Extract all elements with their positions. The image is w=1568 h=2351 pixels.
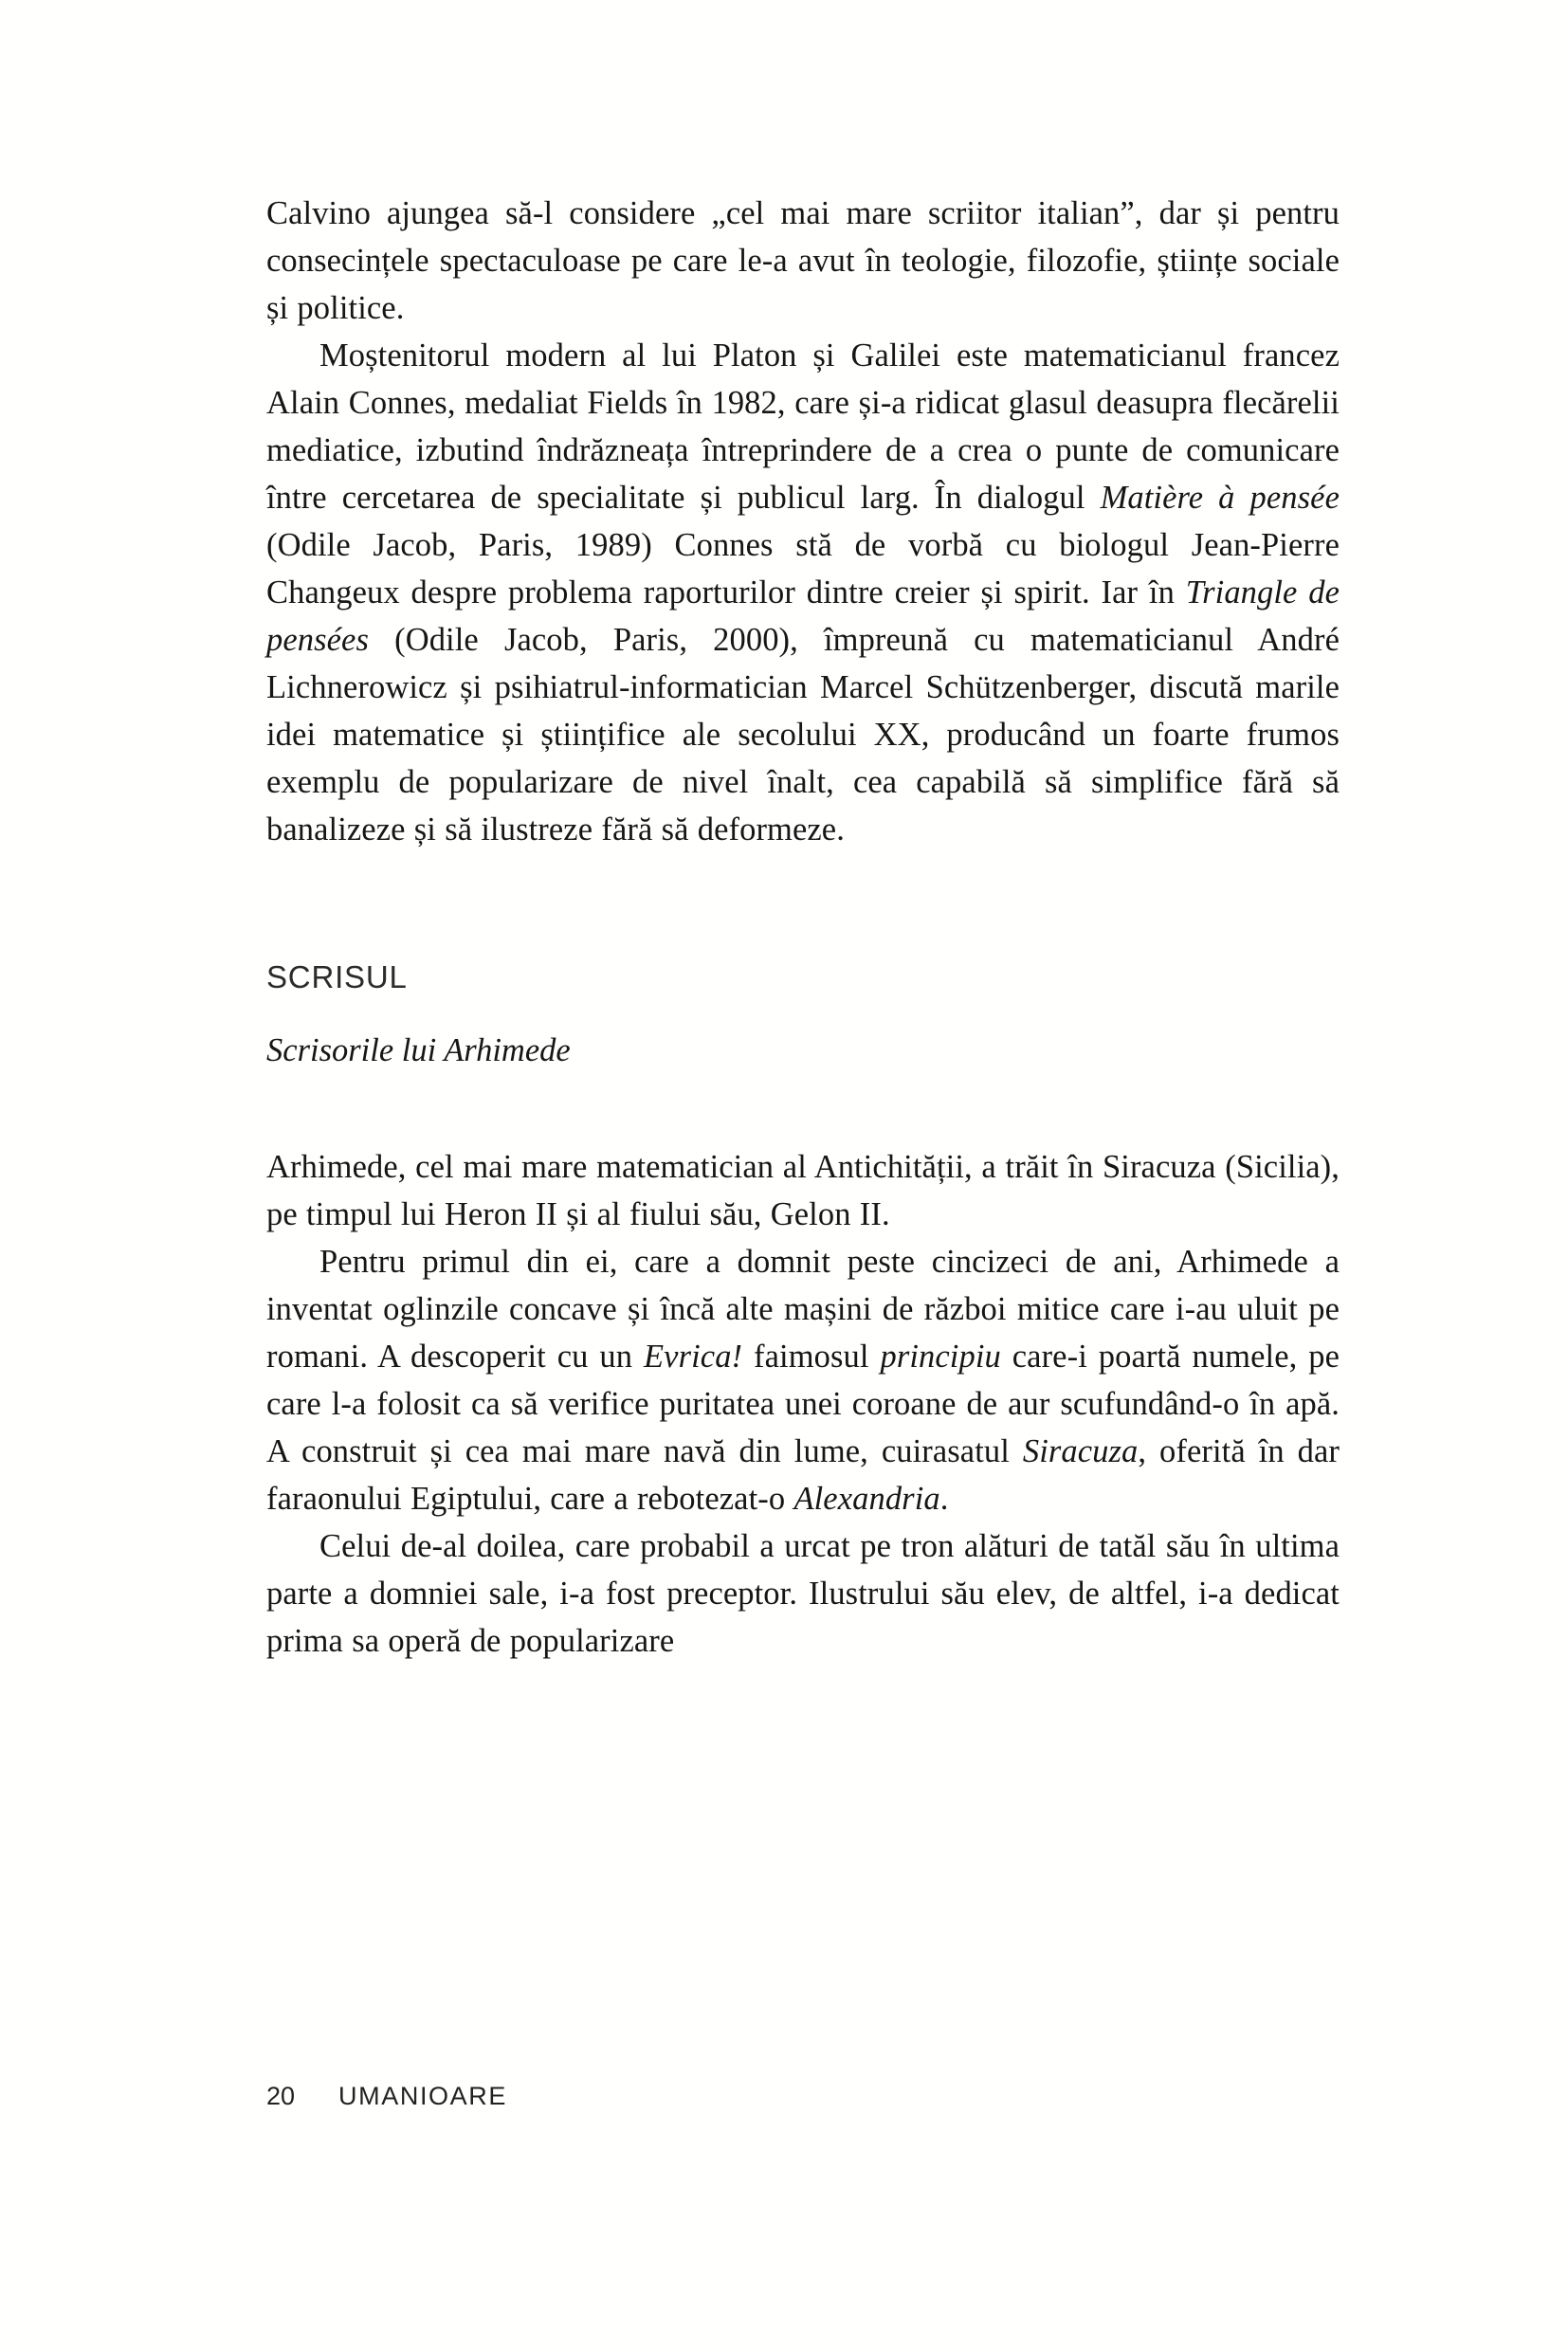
- word-evrica: Evrica!: [643, 1339, 743, 1375]
- paragraph-connes: [266, 332, 1340, 853]
- page-footer: [266, 2082, 507, 2111]
- paragraph-heron: [266, 1238, 1340, 1522]
- paragraph-calvino: [266, 190, 1340, 332]
- paragraph-text: .: [939, 1481, 949, 1517]
- paragraph-text: Arhimede, cel mai mare matematician al Antichității, a trăit în Siracuza (Sicilia), pe timpul lui Heron II și al fiului său, Gelon II.: [266, 1149, 1340, 1232]
- paragraph-text: Calvino ajungea să-l considere „cel mai mare scriitor italian”, dar și pentru consecințele spectaculoase pe care le-a avut în teologie, filozofie, științe sociale și politice.: [266, 195, 1340, 326]
- ship-name-siracuza: Siracuza: [1022, 1433, 1139, 1469]
- paragraph-arhimede-intro: [266, 1143, 1340, 1238]
- page-number: 20: [266, 2082, 296, 2110]
- book-title-triangle-de-pensees: Triangle de pensées: [266, 574, 1340, 658]
- word-principiu: principiu: [880, 1339, 1001, 1375]
- paragraph-text: (Odile Jacob, Paris, 1989) Connes stă de vorbă cu biologul Jean-Pierre Changeux despre problema raporturilor dintre creier și spirit. Iar în: [266, 527, 1340, 611]
- paragraph-text: faimosul: [742, 1339, 881, 1375]
- paragraph-text: , oferită în dar faraonului Egiptului, care a rebotezat-o: [266, 1433, 1340, 1517]
- paragraph-text: Moștenitorul modern al lui Platon și Galilei este matematicianul francez Alain Connes, medaliat Fields în 1982, care și-a ridicat glasul deasupra flecărelii mediatice, izbutind îndrăzneața întreprindere de a crea o punte de comunicare între cercetarea de specialitate și publicul larg. În dialogul: [266, 337, 1340, 516]
- ship-name-alexandria: Alexandria: [793, 1481, 940, 1517]
- paragraph-text: Pentru primul din ei, care a domnit peste cincizeci de ani, Arhimede a inventat oglinzile concave și încă alte mașini de război mitice care i-au uluit pe romani. A descoperit cu un: [266, 1244, 1340, 1375]
- book-title-matiere-a-pensee: Matière à pensée: [1100, 480, 1340, 516]
- running-title: UMANIOARE: [338, 2082, 507, 2110]
- paragraph-text: (Odile Jacob, Paris, 2000), împreună cu matematicianul André Lichnerowicz și psihiatrul-informatician Marcel Schützenberger, discută marile idei matematice și științifice ale secolului XX, producând un foarte frumos exemplu de popularizare de nivel înalt, cea capabilă să simplifice fără să banalizeze și să ilustreze fără să deformeze.: [266, 622, 1340, 847]
- paragraph-gelon: [266, 1522, 1340, 1665]
- text-column: [266, 190, 1340, 1665]
- section-subheading: Scrisorile lui Arhimede: [266, 1032, 571, 1068]
- paragraph-text: care-i poartă numele, pe care l-a folosit ca să verifice puritatea unei coroane de aur scufundând-o în apă. A construit și cea mai mare navă din lume, cuirasatul: [266, 1339, 1340, 1469]
- paragraph-text: Celui de-al doilea, care probabil a urcat pe tron alături de tatăl său în ultima parte a domniei sale, i-a fost preceptor. Ilustrului său elev, de altfel, i-a dedicat prima sa operă de popularizare: [266, 1528, 1340, 1659]
- section-heading: SCRISUL: [266, 959, 408, 994]
